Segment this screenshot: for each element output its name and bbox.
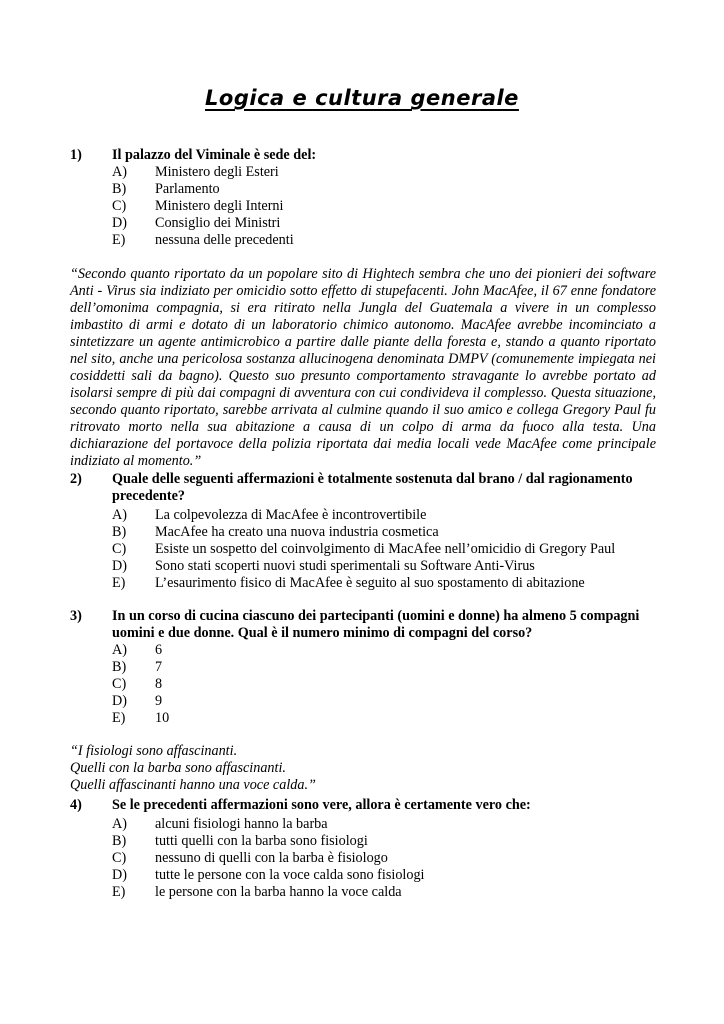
option-text: 6 xyxy=(155,642,163,658)
option-letter: B) xyxy=(112,659,127,675)
option-a xyxy=(70,642,660,659)
premise-line: Quelli affascinanti hanno una voce calda.” xyxy=(70,777,316,793)
option-b xyxy=(70,833,660,850)
option-b xyxy=(70,181,660,198)
option-letter: C) xyxy=(112,676,127,692)
option-letter: A) xyxy=(112,507,127,523)
option-list xyxy=(70,642,660,727)
option-letter: D) xyxy=(112,867,127,883)
option-c xyxy=(70,541,660,558)
question-text: Quale delle seguenti affermazioni è totalmente sostenuta dal brano / dal ragionamento precedente? xyxy=(112,471,633,504)
option-letter: E) xyxy=(112,710,126,726)
option-text: 10 xyxy=(155,710,170,726)
option-text: L’esaurimento fisico di MacAfee è seguito al suo spostamento di abitazione xyxy=(155,575,585,591)
option-letter: D) xyxy=(112,558,127,574)
question-number: 1) xyxy=(70,147,82,163)
option-d xyxy=(70,693,660,710)
question-2 xyxy=(70,471,660,592)
option-text: MacAfee ha creato una nuova industria cosmetica xyxy=(155,524,439,540)
option-letter: D) xyxy=(112,693,127,709)
option-list xyxy=(70,816,660,901)
option-e xyxy=(70,575,660,592)
option-letter: A) xyxy=(112,164,127,180)
option-b xyxy=(70,659,660,676)
page-title xyxy=(0,86,724,110)
question-text: In un corso di cucina ciascuno dei partecipanti (uomini e donne) ha almeno 5 compagni uomini e due donne. Qual è il numero minimo di compagni del corso? xyxy=(112,608,640,641)
option-text: le persone con la barba hanno la voce calda xyxy=(155,884,402,900)
question-3 xyxy=(70,608,660,727)
option-letter: B) xyxy=(112,524,127,540)
question-3-head xyxy=(70,608,660,642)
question-number: 4) xyxy=(70,797,82,813)
option-a xyxy=(70,816,660,833)
option-text: Consiglio dei Ministri xyxy=(155,215,281,231)
option-letter: E) xyxy=(112,884,126,900)
option-letter: B) xyxy=(112,181,127,197)
premise-line: Quelli con la barba sono affascinanti. xyxy=(70,760,286,776)
option-e xyxy=(70,710,660,727)
option-c xyxy=(70,850,660,867)
question-number: 3) xyxy=(70,608,82,624)
syllogism-premises xyxy=(70,743,656,794)
option-list xyxy=(70,164,660,249)
option-text: Sono stati scoperti nuovi studi sperimentali su Software Anti-Virus xyxy=(155,558,535,574)
premise-line: “I fisiologi sono affascinanti. xyxy=(70,743,238,759)
option-d xyxy=(70,867,660,884)
option-text: Ministero degli Esteri xyxy=(155,164,279,180)
option-text: alcuni fisiologi hanno la barba xyxy=(155,816,328,832)
question-text: Il palazzo del Viminale è sede del: xyxy=(112,147,317,163)
option-text: Ministero degli Interni xyxy=(155,198,284,214)
option-text: Esiste un sospetto del coinvolgimento di MacAfee nell’omicidio di Gregory Paul xyxy=(155,541,616,557)
option-letter: B) xyxy=(112,833,127,849)
option-text: Parlamento xyxy=(155,181,220,197)
option-e xyxy=(70,232,660,249)
option-b xyxy=(70,524,660,541)
option-a xyxy=(70,507,660,524)
option-list xyxy=(70,507,660,592)
option-text: nessuno di quelli con la barba è fisiologo xyxy=(155,850,388,866)
option-letter: E) xyxy=(112,575,126,591)
option-letter: E) xyxy=(112,232,126,248)
question-text: Se le precedenti affermazioni sono vere, allora è certamente vero che: xyxy=(112,797,531,813)
option-letter: C) xyxy=(112,850,127,866)
option-c xyxy=(70,676,660,693)
option-letter: A) xyxy=(112,816,127,832)
option-letter: C) xyxy=(112,541,127,557)
option-d xyxy=(70,558,660,575)
question-2-head xyxy=(70,471,660,505)
option-d xyxy=(70,215,660,232)
option-text: La colpevolezza di MacAfee è incontrovertibile xyxy=(155,507,427,523)
question-1-head xyxy=(70,147,660,164)
question-4 xyxy=(70,797,660,901)
option-text: 8 xyxy=(155,676,163,692)
option-text: 7 xyxy=(155,659,163,675)
option-e xyxy=(70,884,660,901)
option-a xyxy=(70,164,660,181)
question-4-head xyxy=(70,797,660,814)
option-text: tutte le persone con la voce calda sono fisiologi xyxy=(155,867,425,883)
page-title-text: Logica e cultura generale xyxy=(205,86,519,110)
option-letter: D) xyxy=(112,215,127,231)
option-text: 9 xyxy=(155,693,163,709)
option-letter: A) xyxy=(112,642,127,658)
option-text: nessuna delle precedenti xyxy=(155,232,294,248)
option-letter: C) xyxy=(112,198,127,214)
reading-passage: “Secondo quanto riportato da un popolare sito di Hightech sembra che uno dei pionieri dei software Anti - Virus sia indiziato per omicidio sotto effetto di stupefacenti. John MacAfee, il 67 enne fondatore dell’omonima compagnia, si era ritirato nella Jungla del Guatemala a vivere in un complesso imbastito di armi e dotato di un laboratorio chimico autonomo. MacAfee avrebbe incominciato a sintetizzare un agente antimicrobico a partire dalle piante della foresta e, stando a quanto riportato nel sito, anche una pericolosa sostanza allucinogena denominata DMPV (comunemente impiegata nei cosiddetti sali da bagno). Questo suo presunto comportamento stravagante lo avrebbe portato ad isolarsi sempre di più dai compagni di avventura con cui condivideva il complesso. Questa situazione, secondo quanto riportato, sarebbe arrivata al culmine quando il suo amico e collega Gregory Paul fu ritrovato morto nella sua abitazione a causa di un colpo di arma da fuoco alla testa. Una dichiarazione del portavoce della polizia riportata dai media locali vede MacAfee come principale indiziato al momento.” xyxy=(70,266,656,469)
question-number: 2) xyxy=(70,471,82,487)
question-1 xyxy=(70,147,660,249)
option-c xyxy=(70,198,660,215)
option-text: tutti quelli con la barba sono fisiologi xyxy=(155,833,368,849)
